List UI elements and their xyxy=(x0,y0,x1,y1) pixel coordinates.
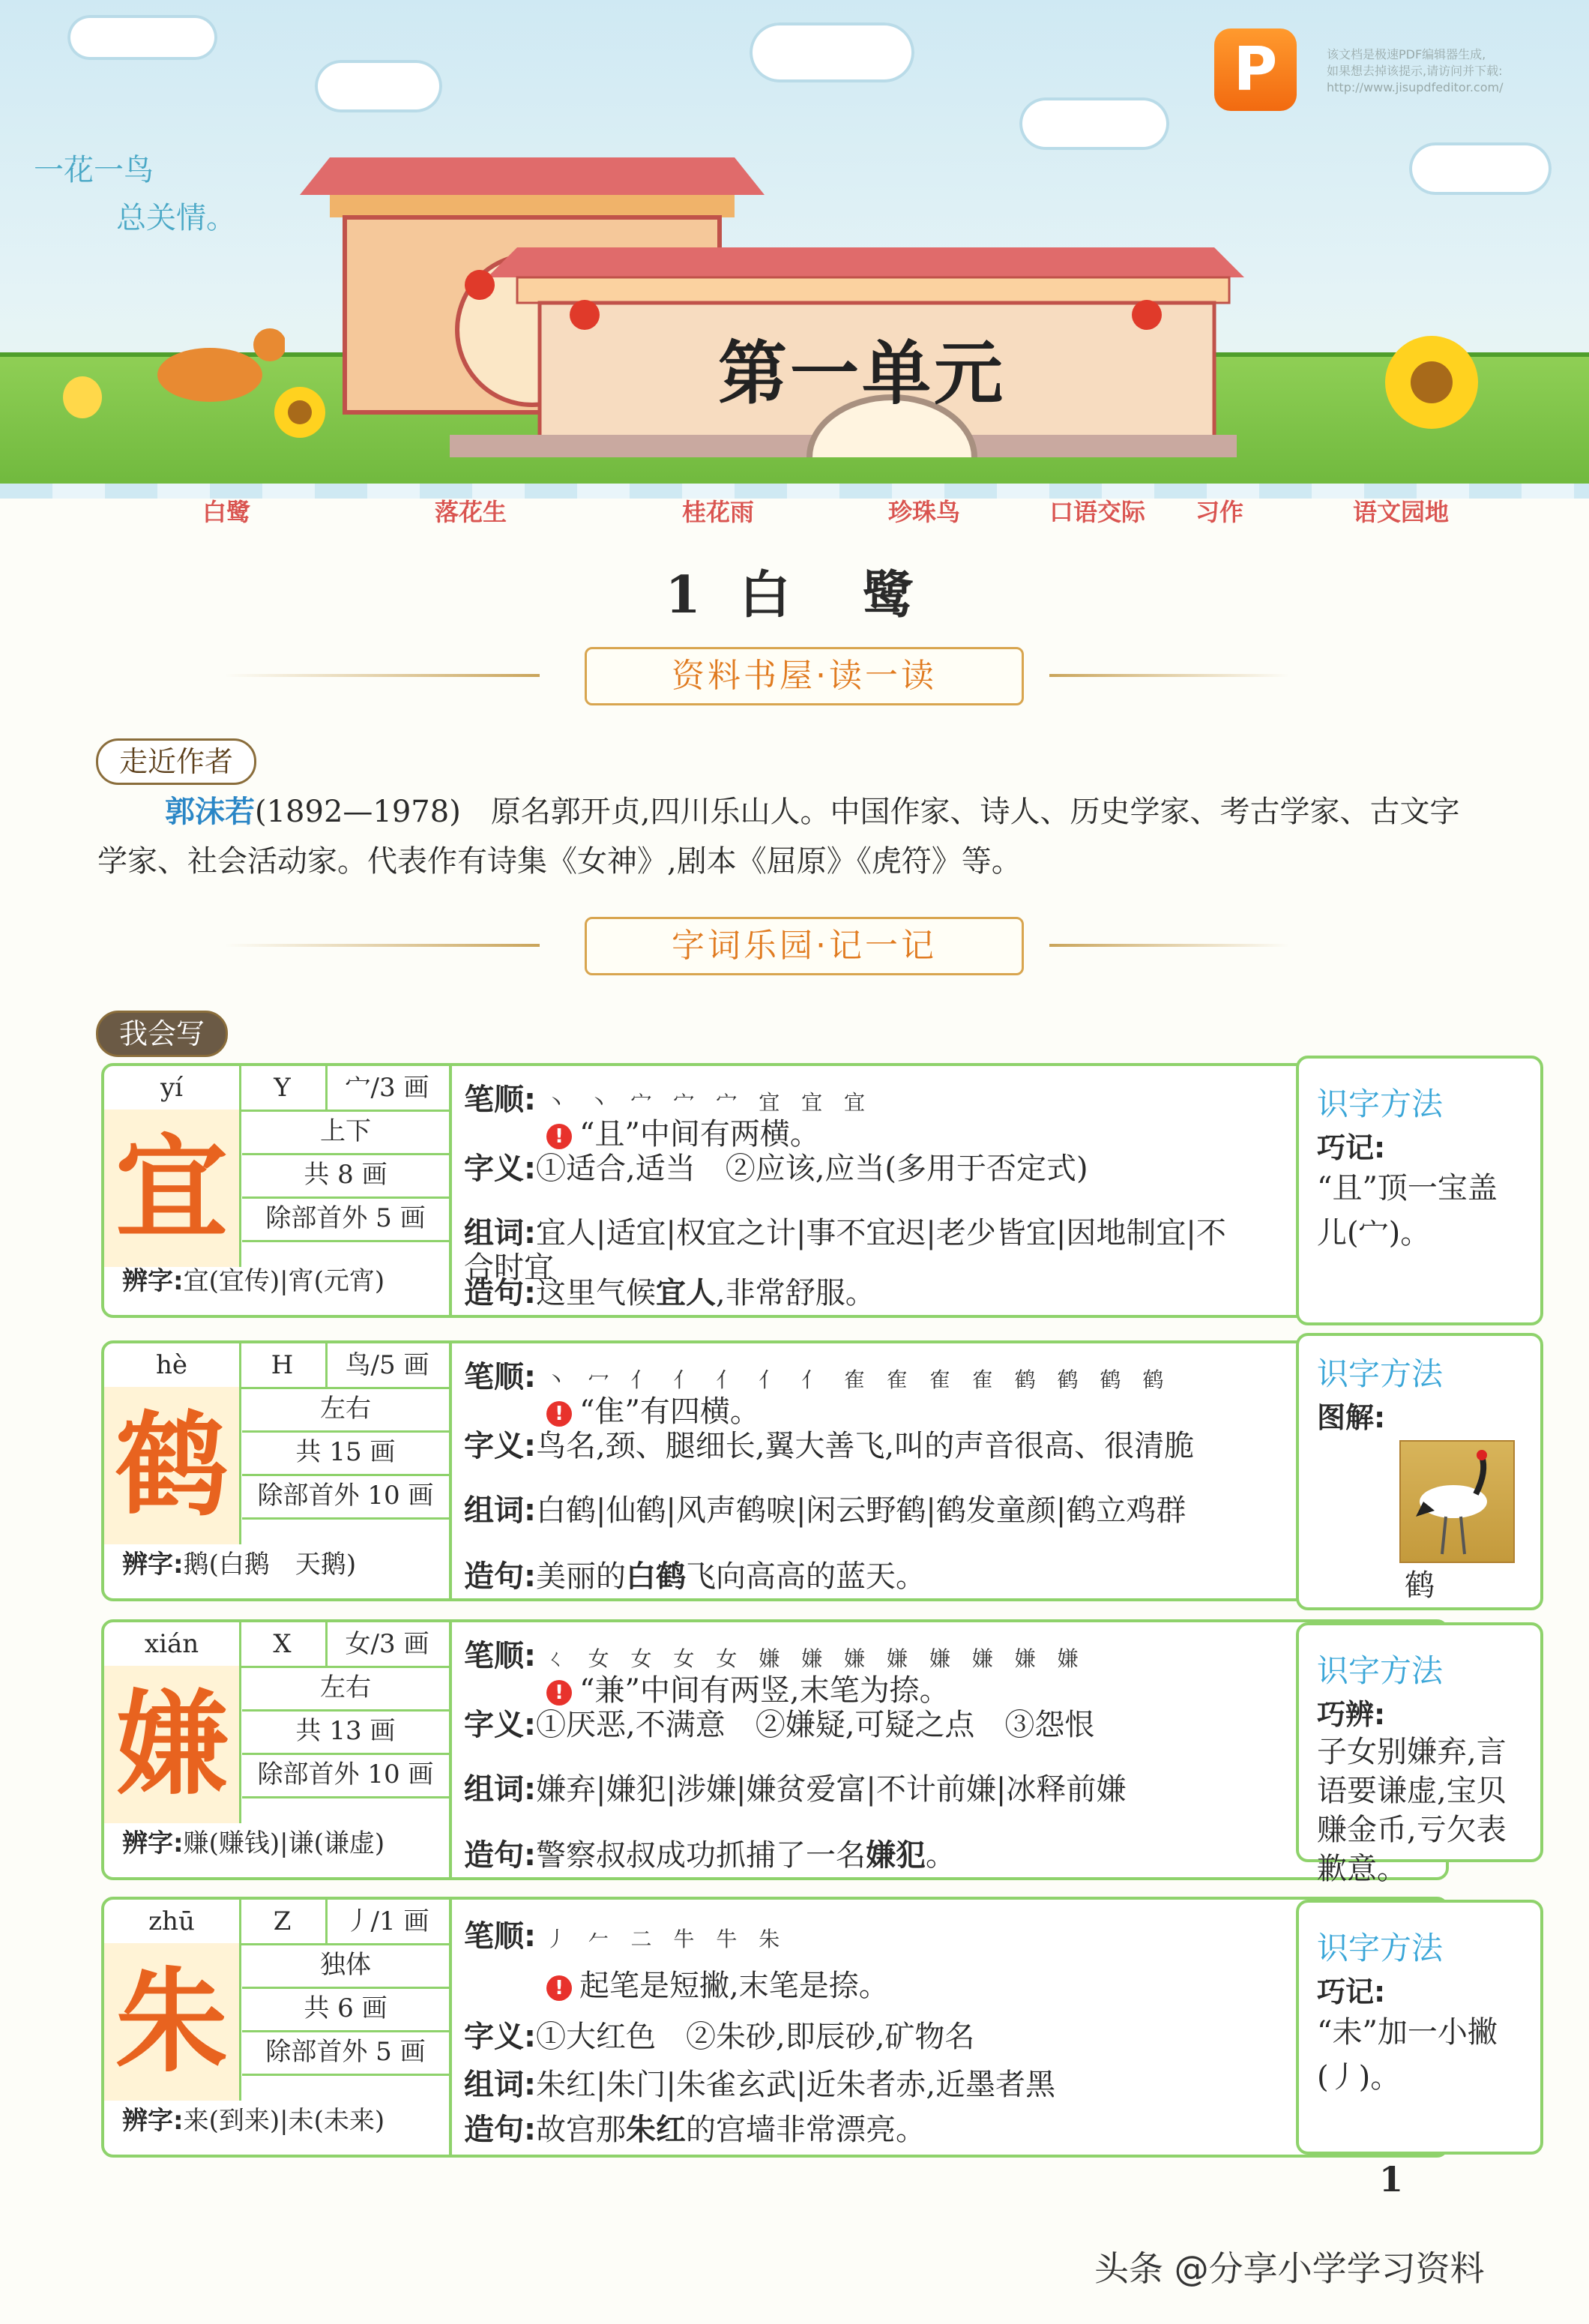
cloud-icon xyxy=(750,22,914,82)
tab-xizuo[interactable]: 习作 xyxy=(1195,498,1244,526)
warning-icon: ! xyxy=(546,1680,572,1706)
meaning: ①厌恶,不满意 ②嫌疑,可疑之点 ③怨恨 xyxy=(536,1708,1095,1742)
pdf-editor-logo: P xyxy=(1214,28,1297,111)
char-info-box xyxy=(104,1343,452,1598)
sunflower-icon xyxy=(1379,330,1484,435)
index-letter: H xyxy=(239,1343,328,1387)
word-list: 宜人|适宜|权宜之计|事不宜迟|老少皆宜|因地制宜|不合时宜 xyxy=(464,1216,1226,1285)
watermark-text: 该文档是极速PDF编辑器生成, 如果想去掉该提示,请访问并下载: http://www.jisupdfeditor.com/ xyxy=(1327,47,1504,94)
radical: 鸟/5 画 xyxy=(345,1350,429,1380)
distinguish-row: 辨字:来(到来)|未(未来) xyxy=(122,2106,385,2136)
stroke-count: 共 13 画 xyxy=(242,1709,449,1755)
method-box: 识字方法 图解: 鹤 xyxy=(1296,1333,1543,1610)
unit-title: 第一单元 xyxy=(717,333,1006,414)
structure: 独体 xyxy=(242,1943,449,1989)
author-tag: 走近作者 xyxy=(96,738,256,785)
index-letter: Z xyxy=(239,1900,328,1943)
cloud-icon xyxy=(67,15,217,60)
distinguish-row: 辨字:宜(宜传)|宵(元宵) xyxy=(122,1266,385,1296)
word-list: 朱红|朱门|朱雀玄武|近朱者赤,近墨者黑 xyxy=(536,2068,1056,2102)
cloud-icon xyxy=(1409,142,1552,195)
section-header-reading xyxy=(225,641,1289,708)
char-info-box xyxy=(104,1622,452,1877)
note: 起笔是短撇,末笔是捺。 xyxy=(579,1969,889,2003)
distinguish-row: 辨字:赚(赚钱)|谦(谦虚) xyxy=(122,1828,385,1858)
meaning: ①适合,适当 ②应该,应当(多用于否定式) xyxy=(536,1152,1088,1186)
radical: 宀/3 画 xyxy=(345,1073,429,1103)
author-bio: (1892—1978) 原名郭开贞,四川乐山人。中国作家、诗人、历史学家、考古学家、古文字学家、社会活动家。代表作有诗集《女神》,剧本《屈原》《虎符》等。 xyxy=(97,795,1460,879)
deer-and-chick-icon xyxy=(60,315,285,435)
tab-luohuasheng[interactable]: 落花生 xyxy=(435,498,507,526)
stroke-except-radical: 除部首外 5 画 xyxy=(242,2030,449,2076)
index-letter: Y xyxy=(239,1066,328,1110)
method-box: 识字方法 巧记: “未”加一小撇(丿)。 xyxy=(1296,1900,1543,2155)
word-list: 嫌弃|嫌犯|涉嫌|嫌贫爱富|不计前嫌|冰释前嫌 xyxy=(536,1772,1127,1807)
tab-bailu[interactable]: 白鹭 xyxy=(202,498,251,526)
character-card-zhu xyxy=(101,1897,1498,2158)
warning-icon: ! xyxy=(546,1401,572,1427)
stroke-except-radical: 除部首外 10 画 xyxy=(242,1753,449,1798)
write-tag: 我会写 xyxy=(96,1011,228,1057)
stroke-count: 共 6 画 xyxy=(242,1987,449,2032)
structure: 左右 xyxy=(242,1666,449,1712)
radical: 丿/1 画 xyxy=(345,1906,429,1936)
tab-kouyujiaoji[interactable]: 口语交际 xyxy=(1049,498,1146,526)
crane-image xyxy=(1399,1440,1515,1563)
warning-icon: ! xyxy=(546,1975,572,2001)
tab-guihuayu[interactable]: 桂花雨 xyxy=(682,498,755,526)
big-character: 朱 xyxy=(104,1943,241,2101)
structure: 上下 xyxy=(242,1110,449,1155)
stroke-count: 共 8 画 xyxy=(242,1153,449,1199)
section-label: 字词乐园·记一记 xyxy=(585,917,1024,975)
method-box: 识字方法 巧记: “且”顶一宝盖儿(宀)。 xyxy=(1296,1056,1543,1325)
note: “且”中间有两横。 xyxy=(579,1117,820,1152)
stroke-order: ㄑ 女 女 女 女 嫌 嫌 嫌 嫌 嫌 嫌 嫌 嫌 xyxy=(545,1646,1086,1671)
warning-icon: ! xyxy=(546,1124,572,1149)
pinyin: hè xyxy=(104,1343,241,1387)
sunflower-icon xyxy=(270,382,330,442)
pinyin: xián xyxy=(104,1622,241,1666)
method-box: 识字方法 巧辨: 子女别嫌弃,言语要谦虚,宝贝赚金币,亏欠表歉意。 xyxy=(1296,1622,1543,1862)
distinguish-row: 辨字:鹅(白鹅 天鹅) xyxy=(122,1550,357,1580)
pinyin: zhū xyxy=(104,1900,241,1943)
pinyin: yí xyxy=(104,1066,241,1110)
radical: 女/3 画 xyxy=(345,1629,429,1659)
meaning: ①大红色 ②朱砂,即辰砂,矿物名 xyxy=(536,2020,975,2054)
note: “兼”中间有两竖,末笔为捺。 xyxy=(579,1673,950,1708)
stroke-count: 共 15 画 xyxy=(242,1430,449,1476)
lesson-title: 1 白 鹭 xyxy=(665,565,924,625)
big-character: 鹤 xyxy=(104,1387,241,1544)
index-letter: X xyxy=(239,1622,328,1666)
char-info-box xyxy=(104,1066,452,1315)
structure: 左右 xyxy=(242,1387,449,1433)
unit-slogan: 一花一鸟 总关情。 xyxy=(34,153,236,235)
section-label: 资料书屋·读一读 xyxy=(585,647,1024,705)
char-detail-box: 笔顺: 丿 𠂉 二 牛 牛 朱 ! 起笔是短撇,末笔是捺。 字义:①大红色 ②朱砂,即辰砂,矿物名 组词:朱红|朱门|朱雀玄武|近朱者赤,近墨者黑 造句:故宫那朱红的宫墙非常漂亮。 xyxy=(464,1919,1056,2147)
big-character: 宜 xyxy=(104,1110,241,1267)
author-name: 郭沫若 xyxy=(165,794,255,829)
char-detail-box: 笔顺: ㄑ 女 女 女 女 嫌 嫌 嫌 嫌 嫌 嫌 嫌 嫌 ! “兼”中间有两竖,末笔为捺。 字义:①厌恶,不满意 ②嫌疑,可疑之点 ③怨恨 组词:嫌弃|嫌犯|涉嫌|嫌贫爱富|不计前嫌|冰释前嫌 造句:警察叔叔成功抓捕了一名嫌犯。 xyxy=(464,1639,1127,1873)
character-card-he xyxy=(101,1340,1449,1601)
note: “隹”有四横。 xyxy=(579,1394,760,1429)
tab-yuwenyuandi[interactable]: 语文园地 xyxy=(1353,498,1450,526)
char-detail-box: 笔顺: 丶 冖 亻 亻 亻 亻 亻 隺 隺 隺 隺 鹤 鹤 鹤 鹤 ! “隹”有四横。 字义:鸟名,颈、腿细长,翼大善飞,叫的声音很高、很清脆 组词:白鹤|仙鹤|风声鹤唳|闲云野鹤|鹤发童颜|鹤立鸡群 造句:美丽的白鹤飞向高高的蓝天。 xyxy=(464,1360,1195,1594)
big-character: 嫌 xyxy=(104,1666,241,1823)
meaning: 鸟名,颈、腿细长,翼大善飞,叫的声音很高、很清脆 xyxy=(536,1429,1195,1463)
page-number: 1 xyxy=(1379,2159,1404,2200)
source-credit: 头条 @分享小学学习资料 xyxy=(1094,2248,1485,2289)
section-header-words xyxy=(225,911,1289,978)
crane-icon xyxy=(1401,1442,1513,1562)
tab-zhenzhuniao[interactable]: 珍珠鸟 xyxy=(888,498,961,526)
word-list: 白鹤|仙鹤|风声鹤唳|闲云野鹤|鹤发童颜|鹤立鸡群 xyxy=(536,1493,1187,1528)
stroke-order: 丿 𠂉 二 牛 牛 朱 xyxy=(545,1927,788,1951)
character-card-xian xyxy=(101,1619,1507,1886)
author-paragraph xyxy=(97,787,1469,886)
stroke-except-radical: 除部首外 5 画 xyxy=(242,1196,449,1242)
stroke-except-radical: 除部首外 10 画 xyxy=(242,1474,449,1520)
stroke-order: 丶 冖 亻 亻 亻 亻 亻 隺 隺 隺 隺 鹤 鹤 鹤 鹤 xyxy=(545,1367,1172,1392)
character-card-yi xyxy=(101,1063,1498,1318)
char-info-box xyxy=(104,1900,452,2155)
stroke-order: 丶 丶 宀 宀 宀 宜 宜 宜 xyxy=(545,1090,873,1115)
char-detail-box: 笔顺: 丶 丶 宀 宀 宀 宜 宜 宜 ! “且”中间有两横。 字义:①适合,适当 ②应该,应当(多用于否定式) 组词:宜人|适宜|权宜之计|事不宜迟|老少皆宜|因地制宜|不合时宜 造句:这里气候宜人,非常舒服。 xyxy=(464,1083,1226,1310)
